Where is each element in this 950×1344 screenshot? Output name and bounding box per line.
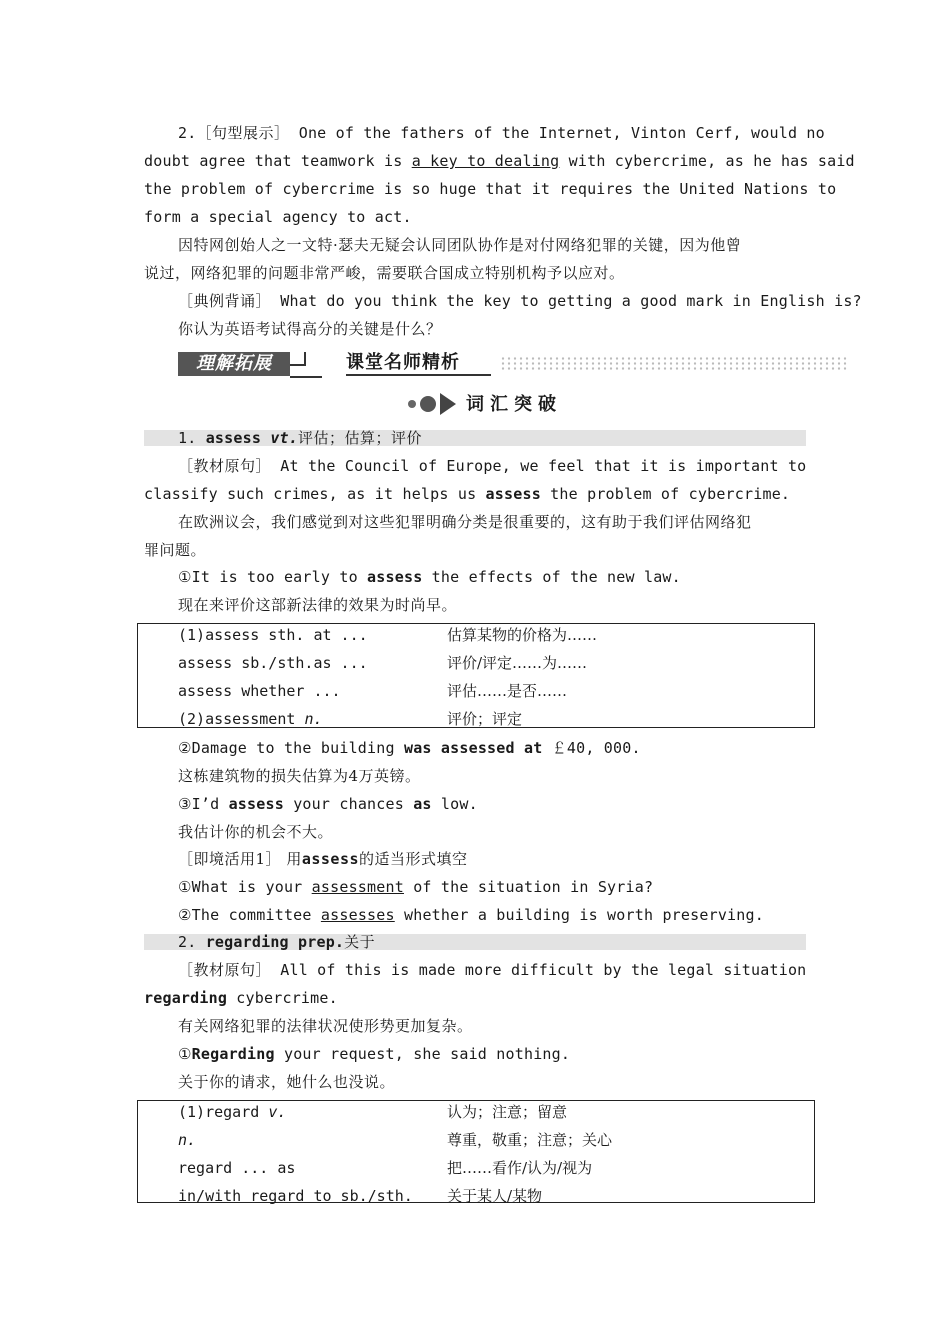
- answer-underlined: assesses: [320, 906, 395, 924]
- translation-line-2: 说过，网络犯罪的问题非常严峻，需要联合国成立特别机构予以应对。: [144, 264, 625, 282]
- table-cell-cn: 评价；评定: [447, 710, 523, 728]
- table-cell-cn: 认为；注意；留意: [447, 1103, 568, 1121]
- vocab-1-original-translation-2: 罪问题。: [144, 541, 207, 559]
- table-cell-en: (1)assess sth. at ...: [178, 626, 368, 644]
- large-dot-icon: [420, 396, 436, 412]
- sentence-pattern-line-2: doubt agree that teamwork is a key to dealing with cybercrime, as he has said: [144, 152, 855, 170]
- arrow-right-icon: [440, 393, 456, 415]
- vocab-1-example-3: ③I’d assess your chances as low.: [178, 795, 478, 813]
- table-cell-en: n.: [178, 1131, 197, 1149]
- table-cell-cn: 关于某人/某物: [447, 1187, 543, 1205]
- table-cell-cn: 评估……是否……: [447, 682, 568, 700]
- table-cell-en: in/with regard to sb./sth.: [178, 1187, 413, 1205]
- example-recitation-translation: 你认为英语考试得高分的关键是什么？: [178, 320, 442, 338]
- vocab-1-example-1: ①It is too early to assess the effects of the new law.: [178, 568, 681, 586]
- answer-underlined: assessment: [311, 878, 404, 896]
- vocab-1-example-2-translation: 这栋建筑物的损失估算为4万英镑。: [178, 767, 421, 785]
- subheading-text: 词汇突破: [466, 394, 562, 415]
- vocab-1-heading: 1. assess vt.评估；估算；评价: [178, 429, 423, 447]
- vocab-2-heading: 2. regarding prep.关于: [178, 933, 376, 951]
- vocab-2-original-line-2: regarding cybercrime.: [144, 989, 338, 1007]
- section-banner: [178, 350, 848, 380]
- table-cell-en: assess whether ...: [178, 682, 341, 700]
- vocab-1-example-2: ②Damage to the building was assessed at ￡40, 000.: [178, 739, 641, 757]
- vocab-1-example-3-translation: 我估计你的机会不大。: [178, 823, 334, 841]
- vocab-1-practice-2: ②The committee assesses whether a building is worth preserving.: [178, 906, 764, 924]
- example-recitation: ［典例背诵］ What do you think the key to getting a good mark in English is?: [178, 292, 862, 310]
- vocab-1-usage-table: [137, 623, 815, 728]
- table-cell-en: (2)assessment n.: [178, 710, 323, 728]
- sentence-pattern-line-1: 2.［句型展示］ One of the fathers of the Internet, Vinton Cerf, would no: [178, 124, 825, 142]
- small-dot-icon: [408, 400, 416, 408]
- table-cell-cn: 评价/评定……为……: [447, 654, 588, 672]
- translation-line-1: 因特网创始人之一文特·瑟夫无疑会认同团队协作是对付网络犯罪的关键，因为他曾: [178, 236, 742, 254]
- vocab-1-practice-heading: ［即境活用1］ 用assess的适当形式填空: [178, 850, 468, 868]
- table-cell-cn: 估算某物的价格为……: [447, 626, 598, 644]
- vocab-1-practice-1: ①What is your assessment of the situation in Syria?: [178, 878, 654, 896]
- banner-dot-pattern: [500, 356, 848, 372]
- vocab-1-original-line-2: classify such crimes, as it helps us assess the problem of cybercrime.: [144, 485, 791, 503]
- table-cell-en: assess sb./sth.as ...: [178, 654, 368, 672]
- vocab-1-original-line-1: ［教材原句］ At the Council of Europe, we feel that it is important to: [178, 457, 807, 475]
- table-cell-cn: 把……看作/认为/视为: [447, 1159, 593, 1177]
- vocab-2-example-1: ①Regarding your request, she said nothing.: [178, 1045, 571, 1063]
- sentence-pattern-line-3: the problem of cybercrime is so huge that it requires the United Nations to: [144, 180, 837, 198]
- banner-tag: 理解拓展: [178, 352, 290, 376]
- vocab-2-original-line-1: ［教材原句］ All of this is made more difficult by the legal situation: [178, 961, 807, 979]
- banner-step-decoration: [290, 352, 322, 378]
- sentence-pattern-line-4: form a special agency to act.: [144, 208, 412, 226]
- vocab-1-original-translation-1: 在欧洲议会，我们感觉到对这些犯罪明确分类是很重要的，这有助于我们评估网络犯: [178, 513, 752, 531]
- banner-underline: [346, 374, 491, 376]
- table-cell-en: (1)regard v.: [178, 1103, 287, 1121]
- banner-title: 课堂名师精析: [346, 352, 460, 373]
- key-phrase-underlined: a key to dealing: [411, 152, 560, 170]
- vocab-2-usage-table: [137, 1100, 815, 1203]
- table-cell-en: regard ... as: [178, 1159, 296, 1177]
- vocab-2-original-translation: 有关网络犯罪的法律状况使形势更加复杂。: [178, 1017, 473, 1035]
- vocab-2-example-1-translation: 关于你的请求，她什么也没说。: [178, 1073, 396, 1091]
- table-cell-cn: 尊重，敬重；注意；关心: [447, 1131, 613, 1149]
- vocab-1-example-1-translation: 现在来评价这部新法律的效果为时尚早。: [178, 596, 458, 614]
